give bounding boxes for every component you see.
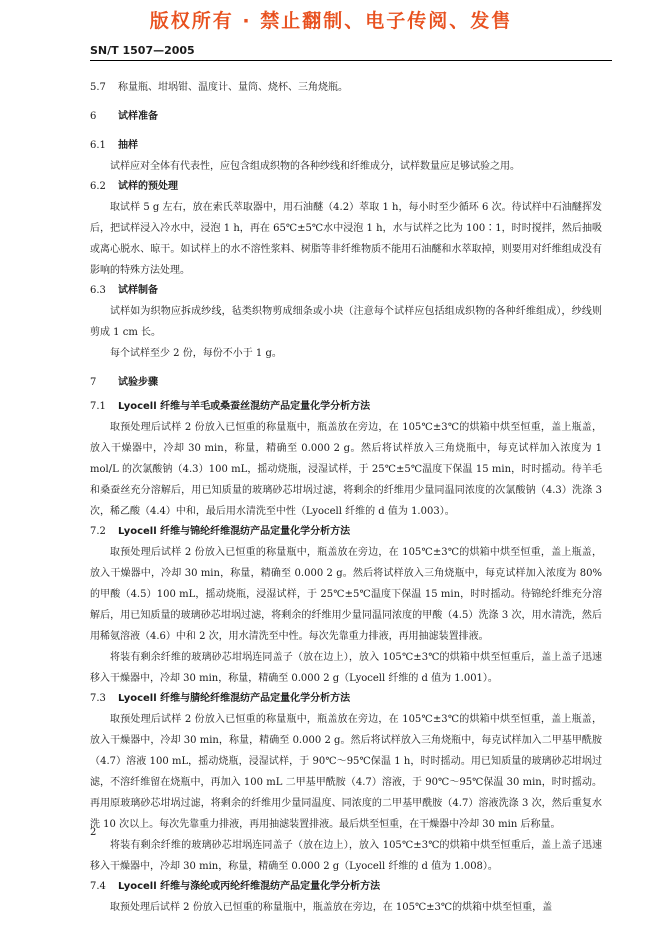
paragraph-6-1: 试样应对全体有代表性，应包含组成织物的各种纱线和纤维成分，试样数量应足够试验之用。	[110, 161, 520, 172]
paragraph-6-3-b: 每个试样至少 2 份，每份不小于 1 g。	[110, 348, 282, 359]
section-6-3-heading: 6.3 试样制备	[90, 285, 158, 296]
paragraph-6-3-a: 试样如为织物应拆成纱线，毡类织物剪成细条或小块（注意每个试样应包括组成织物的各种纤维组成），纱线则剪成 1 cm 长。	[90, 306, 602, 338]
section-7-heading: 7 试验步骤	[90, 377, 158, 388]
page-number: 2	[90, 827, 97, 838]
paragraph-7-4: 取预处理后试样 2 份放入已恒重的称量瓶中，瓶盖放在旁边，在 105℃±3℃的烘箱中烘至恒重，盖	[110, 902, 553, 913]
paragraph-7-1: 取预处理后试样 2 份放入已恒重的称量瓶中，瓶盖放在旁边，在 105℃±3℃的烘箱中烘至恒重，盖上瓶盖，放入干燥器中，冷却 30 min，称量，精确至 0.000 2 g。然后将试样放入三角烧瓶中，每克试样加入浓度为 1 mol/L 的次氯酸钠（4.3）100 mL，摇动烧瓶，浸湿试样，于 25℃±5℃温度下保温 15 min，时时摇动。待羊毛和桑蚕丝充分溶解后，用已知质量的玻璃砂芯坩埚过滤，将剩余的纤维用少量同温同浓度的次氯酸钠（4.3）洗涤 3 次，稀乙酸（4.4）中和，最后用水清洗至中性（Lyocell 纤维的 d 值为 1.003）。	[90, 422, 602, 517]
section-6-1-heading: 6.1 抽样	[90, 140, 138, 151]
paragraph-7-3-b: 将装有剩余纤维的玻璃砂芯坩埚连同盖子（放在边上），放入 105℃±3℃的烘箱中烘至恒重后，盖上盖子迅速移入干燥器中，冷却 30 min，称量，精确至 0.000 2 g（Lyocell 纤维的 d 值为 1.008）。	[90, 840, 602, 872]
header-rule	[90, 60, 612, 61]
paragraph-6-2: 取试样 5 g 左右，放在索氏萃取器中，用石油醚（4.2）萃取 1 h，每小时至少循环 6 次。待试样中石油醚挥发后，把试样浸入冷水中，浸泡 1 h，再在 65℃±5℃水中浸泡 1 h，水与试样之比为 100∶1，时时搅拌，然后抽吸或离心脱水、晾干。如试样上的水不溶性浆料、树脂等非纤维物质不能用石油醚和水萃取掉，则要用对纤维组成没有影响的特殊方法处理。	[90, 202, 602, 276]
section-7-2-heading: 7.2 Lyocell 纤维与锦纶纤维混纺产品定量化学分析方法	[90, 526, 351, 537]
copyright-banner: 版权所有 · 禁止翻制、电子传阅、发售	[149, 10, 513, 32]
section-6-heading: 6 试样准备	[90, 111, 158, 122]
document-number: SN/T 1507—2005	[90, 44, 195, 57]
paragraph-7-2-a: 取预处理后试样 2 份放入已恒重的称量瓶中，瓶盖放在旁边，在 105℃±3℃的烘箱中烘至恒重，盖上瓶盖，放入干燥器中，冷却 30 min，称量，精确至 0.000 2 g。然后将试样放入三角烧瓶中，每克试样加入浓度为 80%的甲酸（4.5）100 mL，摇动烧瓶，浸湿试样，于 25℃±5℃温度下保温 15 min，时时摇动。待锦纶纤维充分溶解后，用已知质量的玻璃砂芯坩埚过滤，将剩余的纤维用少量同温同浓度的甲酸（4.5）洗涤 3 次，用水清洗，然后用稀氨溶液（4.6）中和 2 次，用水清洗至中性。每次先靠重力排液，再用抽滤装置排液。	[90, 547, 602, 642]
section-7-4-heading: 7.4 Lyocell 纤维与涤纶或丙纶纤维混纺产品定量化学分析方法	[90, 881, 381, 892]
section-5-7: 5.7 称量瓶、坩埚钳、温度计、量筒、烧杯、三角烧瓶。	[90, 82, 348, 93]
paragraph-7-3-a: 取预处理后试样 2 份放入已恒重的称量瓶中，瓶盖放在旁边，在 105℃±3℃的烘箱中烘至恒重，盖上瓶盖，放入干燥器中，冷却 30 min，称量，精确至 0.000 2 g。然后将试样放入三角烧瓶中，每克试样加入二甲基甲酰胺（4.7）溶液 100 mL，摇动烧瓶，浸湿试样，于 90℃～95℃保温 1 h，时时摇动。用已知质量的玻璃砂芯坩埚过滤，不溶纤维留在烧瓶中，再加入 100 mL 二甲基甲酰胺（4.7）溶液，于 90℃～95℃保温 30 min，时时摇动。再用原玻璃砂芯坩埚过滤，将剩余的纤维用少量同温度、同浓度的二甲基甲酰胺（4.7）溶液洗涤 3 次，然后重复水洗 10 次以上。每次先靠重力排液，再用抽滤装置排液。最后烘至恒重，在干燥器中冷却 30 min 后称量。	[90, 714, 602, 830]
paragraph-7-2-b: 将装有剩余纤维的玻璃砂芯坩埚连同盖子（放在边上），放入 105℃±3℃的烘箱中烘至恒重后，盖上盖子迅速移入干燥器中，冷却 30 min，称量，精确至 0.000 2 g（Lyocell 纤维的 d 值为 1.001）。	[90, 652, 602, 684]
section-7-1-heading: 7.1 Lyocell 纤维与羊毛或桑蚕丝混纺产品定量化学分析方法	[90, 401, 371, 412]
section-7-3-heading: 7.3 Lyocell 纤维与腈纶纤维混纺产品定量化学分析方法	[90, 693, 351, 704]
section-6-2-heading: 6.2 试样的预处理	[90, 181, 178, 192]
document-body	[90, 78, 602, 918]
